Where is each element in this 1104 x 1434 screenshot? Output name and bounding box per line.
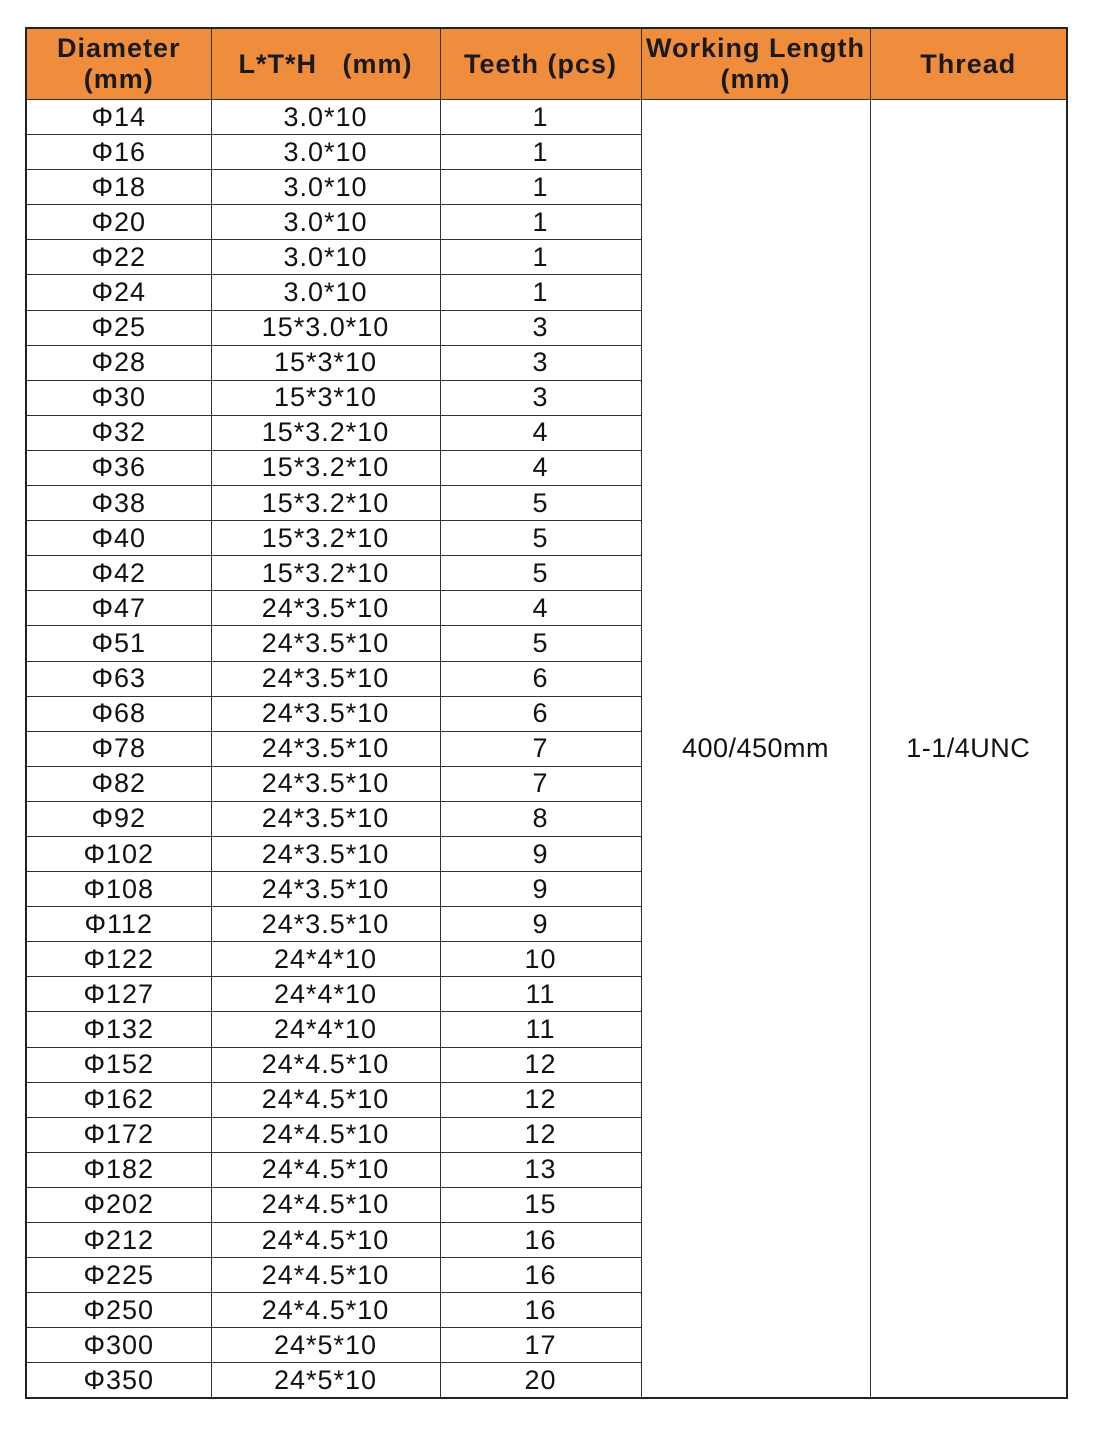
cell-diameter: Φ40	[26, 521, 211, 556]
table-row	[26, 100, 1067, 135]
cell-lth: 15*3*10	[211, 345, 440, 380]
spec-table	[25, 27, 1068, 1399]
cell-lth: 24*4.5*10	[211, 1152, 440, 1187]
cell-lth: 24*3.5*10	[211, 872, 440, 907]
cell-lth: 24*3.5*10	[211, 801, 440, 836]
cell-lth: 3.0*10	[211, 135, 440, 170]
cell-teeth: 5	[440, 521, 641, 556]
cell-diameter: Φ78	[26, 731, 211, 766]
cell-diameter: Φ92	[26, 801, 211, 836]
cell-teeth: 1	[440, 135, 641, 170]
cell-diameter: Φ212	[26, 1223, 211, 1258]
cell-diameter: Φ24	[26, 275, 211, 310]
cell-diameter: Φ350	[26, 1363, 211, 1399]
cell-teeth: 1	[440, 275, 641, 310]
cell-teeth: 5	[440, 486, 641, 521]
cell-teeth: 12	[440, 1117, 641, 1152]
cell-diameter: Φ47	[26, 591, 211, 626]
cell-teeth: 5	[440, 626, 641, 661]
table-body	[26, 100, 1067, 1399]
cell-lth: 15*3.2*10	[211, 450, 440, 485]
cell-lth: 24*4.5*10	[211, 1187, 440, 1222]
cell-lth: 15*3.2*10	[211, 521, 440, 556]
cell-diameter: Φ32	[26, 415, 211, 450]
cell-teeth: 6	[440, 696, 641, 731]
cell-teeth: 5	[440, 556, 641, 591]
cell-diameter: Φ25	[26, 310, 211, 345]
cell-lth: 24*4.5*10	[211, 1047, 440, 1082]
cell-teeth: 6	[440, 661, 641, 696]
cell-lth: 24*4*10	[211, 1012, 440, 1047]
cell-diameter: Φ112	[26, 907, 211, 942]
header-thread: Thread	[870, 28, 1067, 100]
cell-diameter: Φ182	[26, 1152, 211, 1187]
cell-teeth: 4	[440, 450, 641, 485]
cell-diameter: Φ300	[26, 1328, 211, 1363]
cell-teeth: 15	[440, 1187, 641, 1222]
cell-diameter: Φ202	[26, 1187, 211, 1222]
cell-diameter: Φ82	[26, 766, 211, 801]
cell-teeth: 16	[440, 1258, 641, 1293]
cell-teeth: 11	[440, 1012, 641, 1047]
header-working-length: Working Length (mm)	[641, 28, 870, 100]
cell-lth: 24*4.5*10	[211, 1117, 440, 1152]
cell-teeth: 9	[440, 907, 641, 942]
header-row	[26, 28, 1067, 100]
cell-diameter: Φ63	[26, 661, 211, 696]
cell-teeth: 13	[440, 1152, 641, 1187]
cell-lth: 24*5*10	[211, 1363, 440, 1399]
cell-diameter: Φ127	[26, 977, 211, 1012]
cell-diameter: Φ108	[26, 872, 211, 907]
cell-lth: 24*4*10	[211, 942, 440, 977]
cell-teeth: 8	[440, 801, 641, 836]
cell-lth: 24*5*10	[211, 1328, 440, 1363]
cell-lth: 3.0*10	[211, 170, 440, 205]
cell-diameter: Φ102	[26, 836, 211, 871]
cell-diameter: Φ22	[26, 240, 211, 275]
cell-teeth: 10	[440, 942, 641, 977]
cell-lth: 15*3.2*10	[211, 556, 440, 591]
cell-teeth: 4	[440, 591, 641, 626]
cell-teeth: 7	[440, 766, 641, 801]
header-lth: L*T*H (mm)	[211, 28, 440, 100]
cell-diameter: Φ20	[26, 205, 211, 240]
cell-diameter: Φ225	[26, 1258, 211, 1293]
cell-diameter: Φ38	[26, 486, 211, 521]
cell-teeth: 7	[440, 731, 641, 766]
header-diameter: Diameter (mm)	[26, 28, 211, 100]
cell-diameter: Φ162	[26, 1082, 211, 1117]
cell-teeth: 12	[440, 1082, 641, 1117]
cell-working-length: 400/450mm	[641, 100, 870, 1399]
cell-lth: 24*3.5*10	[211, 766, 440, 801]
cell-diameter: Φ18	[26, 170, 211, 205]
cell-teeth: 1	[440, 170, 641, 205]
cell-teeth: 3	[440, 345, 641, 380]
cell-teeth: 20	[440, 1363, 641, 1399]
cell-teeth: 1	[440, 240, 641, 275]
cell-diameter: Φ152	[26, 1047, 211, 1082]
cell-lth: 3.0*10	[211, 275, 440, 310]
cell-teeth: 1	[440, 205, 641, 240]
cell-lth: 24*3.5*10	[211, 661, 440, 696]
header-teeth: Teeth (pcs)	[440, 28, 641, 100]
cell-lth: 24*3.5*10	[211, 907, 440, 942]
cell-diameter: Φ14	[26, 100, 211, 135]
cell-lth: 24*4.5*10	[211, 1293, 440, 1328]
cell-lth: 24*3.5*10	[211, 836, 440, 871]
cell-diameter: Φ28	[26, 345, 211, 380]
cell-lth: 3.0*10	[211, 205, 440, 240]
cell-lth: 15*3.2*10	[211, 486, 440, 521]
cell-thread: 1-1/4UNC	[870, 100, 1067, 1399]
cell-lth: 15*3*10	[211, 380, 440, 415]
cell-lth: 15*3.2*10	[211, 415, 440, 450]
cell-lth: 24*4.5*10	[211, 1223, 440, 1258]
cell-teeth: 1	[440, 100, 641, 135]
cell-lth: 24*4*10	[211, 977, 440, 1012]
cell-diameter: Φ132	[26, 1012, 211, 1047]
cell-lth: 24*3.5*10	[211, 696, 440, 731]
cell-lth: 24*3.5*10	[211, 591, 440, 626]
cell-diameter: Φ36	[26, 450, 211, 485]
cell-diameter: Φ51	[26, 626, 211, 661]
cell-teeth: 16	[440, 1293, 641, 1328]
cell-diameter: Φ42	[26, 556, 211, 591]
cell-lth: 24*4.5*10	[211, 1082, 440, 1117]
cell-teeth: 9	[440, 872, 641, 907]
cell-teeth: 11	[440, 977, 641, 1012]
cell-diameter: Φ68	[26, 696, 211, 731]
cell-teeth: 16	[440, 1223, 641, 1258]
cell-diameter: Φ250	[26, 1293, 211, 1328]
cell-teeth: 12	[440, 1047, 641, 1082]
cell-diameter: Φ172	[26, 1117, 211, 1152]
cell-teeth: 3	[440, 310, 641, 345]
cell-lth: 3.0*10	[211, 240, 440, 275]
cell-lth: 24*3.5*10	[211, 626, 440, 661]
cell-diameter: Φ30	[26, 380, 211, 415]
cell-teeth: 9	[440, 836, 641, 871]
cell-lth: 15*3.0*10	[211, 310, 440, 345]
cell-teeth: 4	[440, 415, 641, 450]
cell-teeth: 3	[440, 380, 641, 415]
cell-lth: 24*4.5*10	[211, 1258, 440, 1293]
cell-teeth: 17	[440, 1328, 641, 1363]
cell-diameter: Φ122	[26, 942, 211, 977]
cell-lth: 3.0*10	[211, 100, 440, 135]
cell-lth: 24*3.5*10	[211, 731, 440, 766]
cell-diameter: Φ16	[26, 135, 211, 170]
